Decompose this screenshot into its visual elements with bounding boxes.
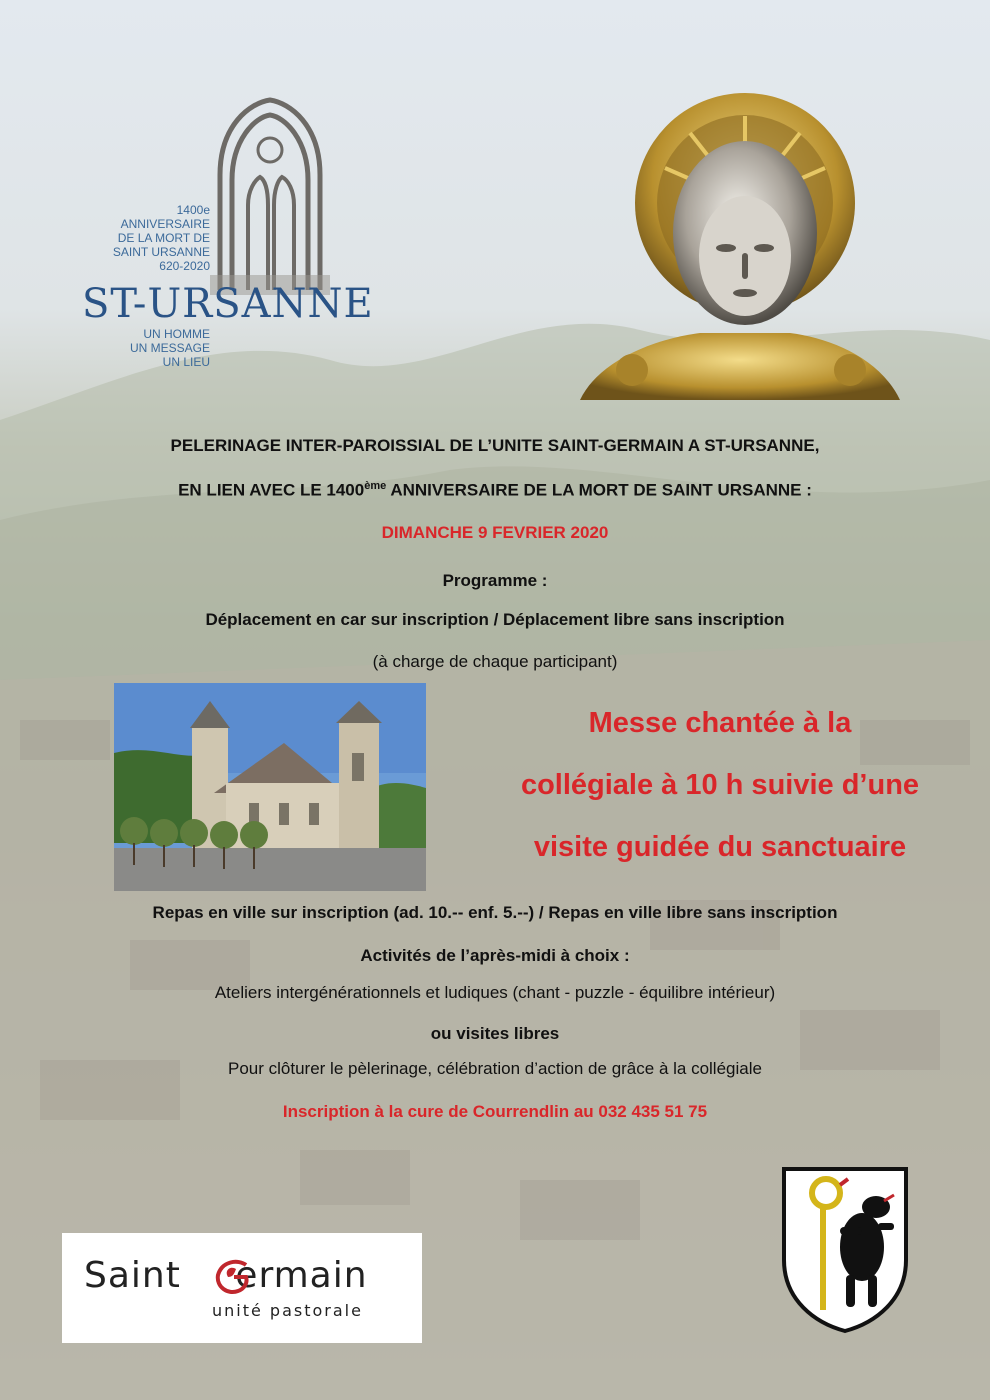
programme-title: Programme : — [442, 571, 548, 590]
meal-text: Repas en ville sur inscription (ad. 10.-- enf. 5.--) / Repas en ville libre sans inscription — [152, 903, 838, 922]
saint-germain-logo — [62, 1233, 422, 1343]
anniversary-text: 1400e ANNIVERSAIRE DE LA MORT DE SAINT URSANNE 620-2020 — [112, 203, 210, 273]
gothic-window-icon — [210, 95, 330, 295]
collegiate-church-photo — [114, 683, 426, 891]
closing-text: Pour clôturer le pèlerinage, célébration d’action de grâce à la collégiale — [228, 1059, 762, 1078]
st-ursanne-logo — [70, 95, 374, 385]
mass-announcement: Messe chantée à la collégiale à 10 h suivie d’une visite guidée du sanctuaire — [520, 707, 920, 863]
registration-text: Inscription à la cure de Courrendlin au 032 435 51 75 — [282, 1102, 708, 1121]
workshops-text: Ateliers intergénérationnels et ludiques (chant - puzzle - équilibre intérieur) — [214, 983, 776, 1002]
saint-germain-subtitle: unité pastorale — [212, 1301, 363, 1320]
heading-line-2: EN LIEN AVEC LE 1400ème ANNIVERSAIRE DE LA MORT DE SAINT URSANNE : — [178, 480, 812, 500]
transport-note: (à charge de chaque participant) — [372, 652, 618, 671]
leaf-g-icon — [214, 1257, 252, 1295]
event-date: DIMANCHE 9 FEVRIER 2020 — [381, 523, 609, 542]
transport-text: Déplacement en car sur inscription / Déplacement libre sans inscription — [205, 610, 785, 629]
afternoon-title: Activités de l’après-midi à choix : — [360, 946, 630, 965]
saint-germain-name: Saint ermain — [84, 1255, 368, 1296]
heading-line-1: PELERINAGE INTER-PAROISSIAL DE L’UNITE SAINT-GERMAIN A ST-URSANNE, — [170, 436, 820, 455]
logo-tagline: UN HOMME UN MESSAGE UN LIEU — [129, 327, 210, 369]
or-visits-text: ou visites libres — [430, 1024, 560, 1043]
logo-title: ST-URSANNE — [82, 281, 374, 327]
coat-of-arms-shield — [780, 1165, 910, 1335]
reliquary-bust-image — [580, 88, 900, 400]
